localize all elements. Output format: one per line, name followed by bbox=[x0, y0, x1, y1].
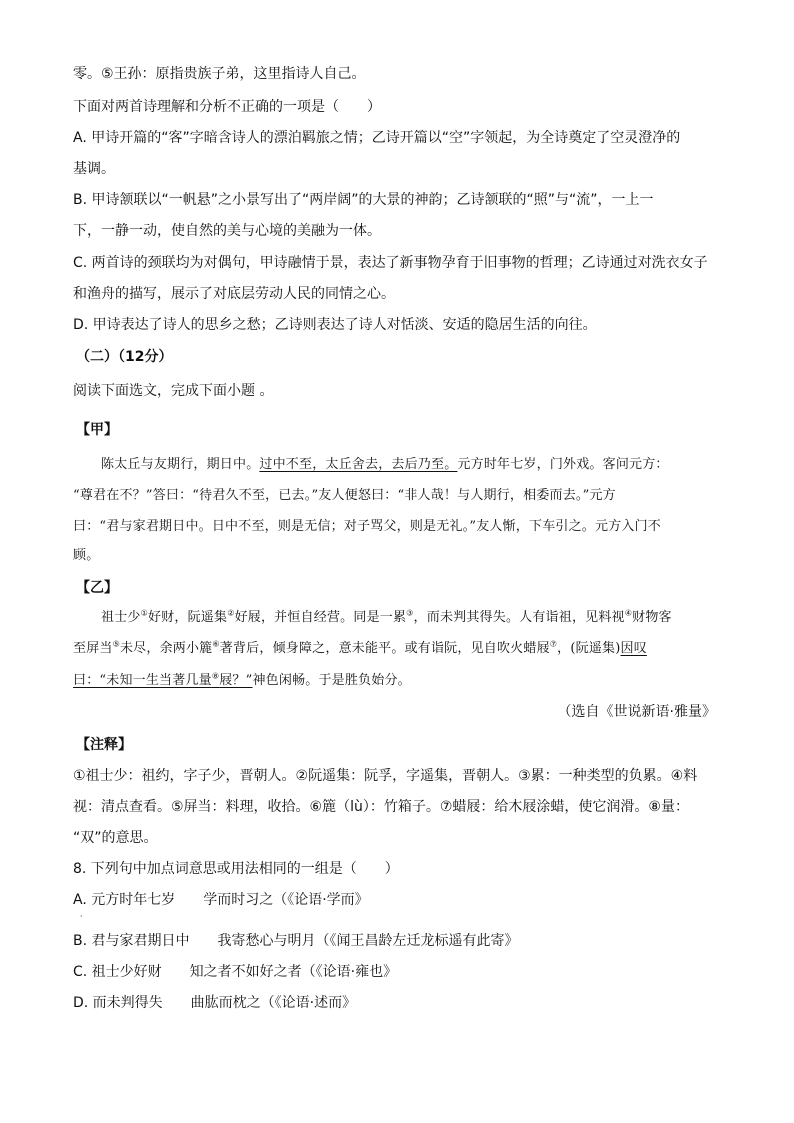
option-a-cont: 基调。 bbox=[73, 161, 115, 177]
passage-text: 好财，阮遥集 bbox=[147, 610, 228, 625]
passage-text: ，(阮遥集) bbox=[557, 641, 621, 656]
passage-text: 神色闲畅。于是胜负始分。 bbox=[252, 673, 411, 688]
option-b-cont: 下，一静一动，使自然的美与心境的美融为一体。 bbox=[73, 223, 381, 239]
footnote-marker: ② bbox=[227, 608, 235, 618]
passage-text: 至屏当 bbox=[73, 641, 113, 656]
underlined-text bbox=[73, 673, 252, 688]
q8-option-c: C. 祖士少好财 知之者不如好之者（《论语·雍也》 bbox=[73, 964, 398, 980]
passage-yi-label: 【乙】 bbox=[76, 580, 118, 596]
passage-text: 屐？” bbox=[219, 673, 253, 688]
passage-text: ，而未判其得失。人有诣祖，见料视 bbox=[413, 610, 625, 625]
passage-text: 陈太丘与友期行，期日中。 bbox=[101, 457, 260, 472]
passage-text: 财物客 bbox=[632, 610, 672, 625]
reading-instruction: 阅读下面选文，完成下面小题 。 bbox=[73, 383, 274, 399]
footnote-marker: ⑤ bbox=[112, 639, 120, 649]
passage-yi-line bbox=[73, 671, 723, 691]
section-heading: （二）（12分） bbox=[76, 349, 173, 365]
passage-yi-line bbox=[101, 608, 721, 628]
passage-jia-label: 【甲】 bbox=[76, 422, 118, 438]
passage-text: 元方时年七岁，门外戏。客问元方： bbox=[457, 457, 669, 472]
option-d: D. 甲诗表达了诗人的思乡之愁；乙诗则表达了诗人对恬淡、安适的隐居生活的向往。 bbox=[73, 317, 597, 333]
q8-option-d: D. 而未判得失 曲肱而枕之（《论语·述而》 bbox=[73, 995, 357, 1011]
passage-text: 著背后，倾身障之，意未能平。或有诣阮，见自吹火蜡屐 bbox=[219, 641, 550, 656]
emphasis-dot: · bbox=[80, 912, 83, 921]
note-line: ①祖士少：祖约，字子少，晋朝人。②阮遥集：阮孚，字遥集，晋朝人。③累：一种类型的负累。④料 bbox=[73, 768, 698, 784]
footnote-marker: ⑦ bbox=[549, 639, 558, 649]
q8-option-a: A. 元方时年七岁 学而时习之（《论语·学而》 bbox=[73, 892, 369, 908]
passage-yi-line bbox=[73, 639, 723, 659]
underlined-text: 过中不至，太丘舍去，去后乃至。 bbox=[259, 457, 458, 472]
footnote-marker: ① bbox=[140, 608, 148, 618]
question-8-stem: 8. 下列句中加点词意思或用法相同的一组是（ ） bbox=[73, 861, 399, 877]
option-a: A. 甲诗开篇的“客”字暗含诗人的漂泊羁旅之情；乙诗开篇以“空”字领起，为全诗奠定了空灵澄净的 bbox=[73, 130, 681, 146]
source-citation: （选自《世说新语·雅量》 bbox=[557, 704, 716, 720]
q8-option-b: B. 君与家君期日中 我寄愁心与明月（《闻王昌龄左迁龙标遥有此寄》 bbox=[73, 933, 519, 949]
option-c: C. 两首诗的颈联均为对偶句，甲诗融情于景，表达了新事物孕育于旧事物的哲理；乙诗通过对洗衣女子 bbox=[73, 255, 708, 271]
note-line: “双”的意思。 bbox=[73, 830, 158, 846]
passage-text: 未尽，余两小簏 bbox=[119, 641, 213, 656]
passage-text: 祖士少 bbox=[101, 610, 141, 625]
passage-jia-line: 顾。 bbox=[73, 548, 100, 563]
passage-jia-line: “尊君在不？”答曰：“待君久不至，已去。”友人便怒曰：“非人哉！与人期行，相委而去。”元方 bbox=[73, 488, 616, 503]
passage-jia-line bbox=[101, 455, 721, 475]
passage-text: 曰：“未知一生当著几量 bbox=[73, 673, 212, 688]
text-line: 零。⑤王孙：原指贵族子弟，这里指诗人自己。 bbox=[73, 66, 366, 82]
footnote-marker: ⑥ bbox=[212, 639, 220, 649]
footnote-marker: ⑧ bbox=[211, 671, 220, 681]
option-c-cont: 和渔舟的描写，展示了对底层劳动人民的同情之心。 bbox=[73, 286, 395, 302]
note-line: 视：清点查看。⑤屏当：料理，收拾。⑥簏（lù）：竹箱子。⑦蜡屐：给木屐涂蜡，使它润滑。⑧量： bbox=[73, 799, 689, 815]
question-stem: 下面对两首诗理解和分析不正确的一项是（ ） bbox=[73, 99, 381, 115]
footnote-marker: ③ bbox=[406, 608, 414, 618]
notes-heading: 【注释】 bbox=[76, 737, 132, 753]
passage-jia-line: 曰：“君与家君期日中。日中不至，则是无信；对子骂父，则是无礼。”友人惭，下车引之。元方入门不 bbox=[73, 519, 661, 534]
footnote-marker: ④ bbox=[624, 608, 633, 618]
option-b: B. 甲诗颔联以“一帆悬”之小景写出了“两岸阔”的大景的神韵；乙诗颔联的“照”与“流”，一上一 bbox=[73, 192, 654, 208]
underlined-text: 因叹 bbox=[620, 641, 647, 656]
passage-text: 好屐，并恒自经营。同是一累 bbox=[234, 610, 407, 625]
